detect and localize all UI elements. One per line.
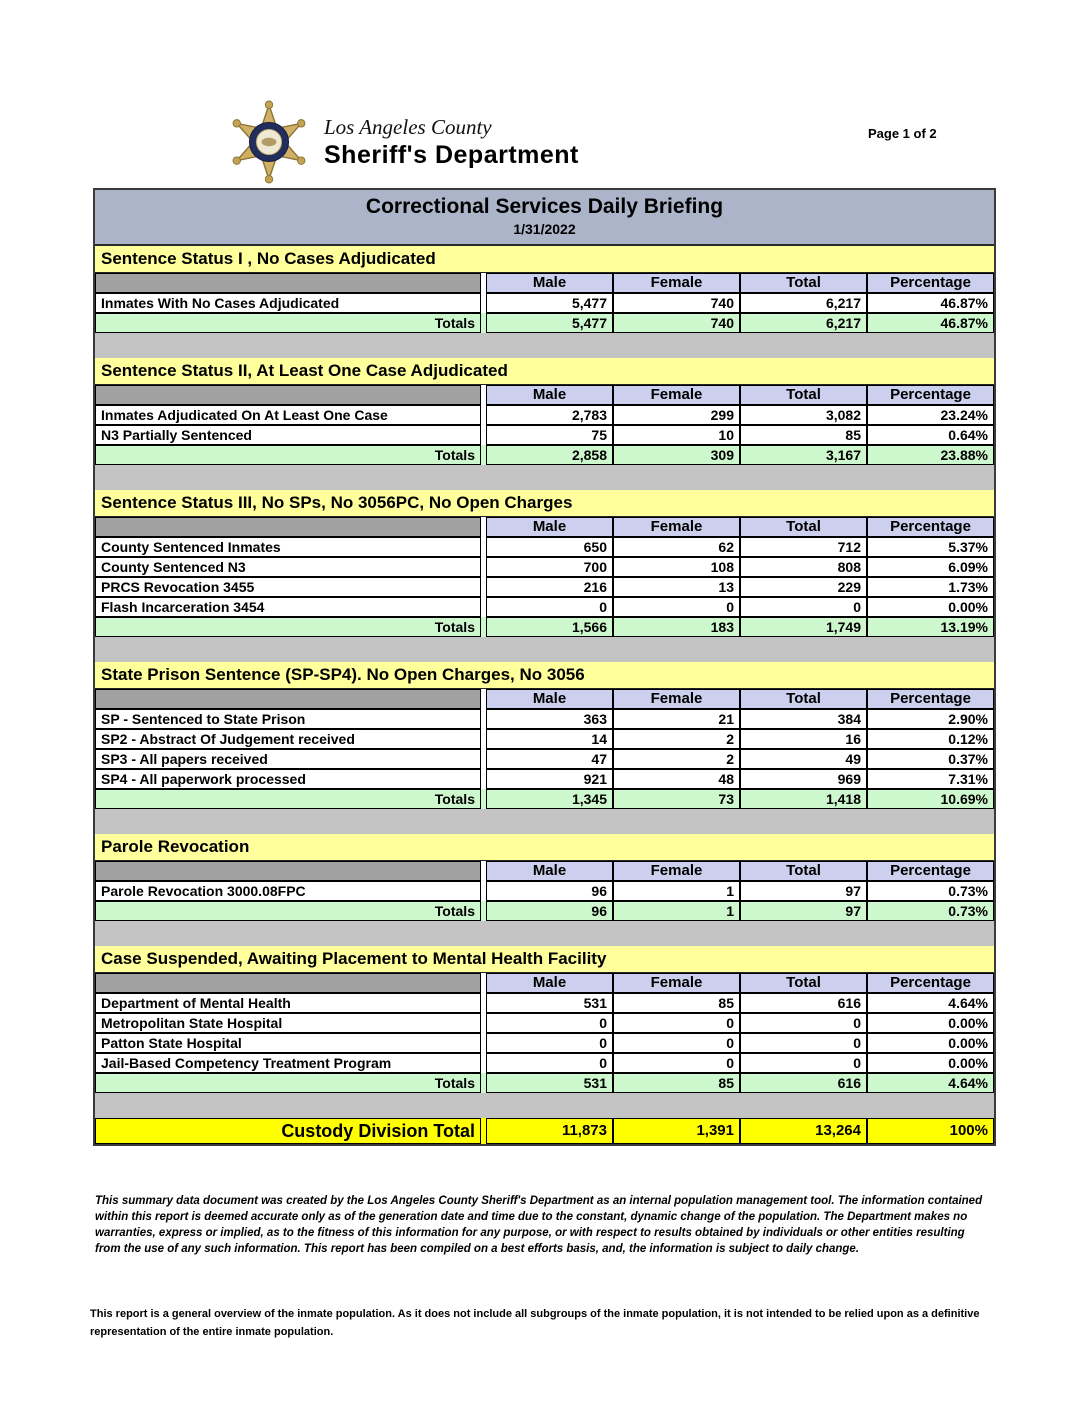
total-value: 6,217 <box>740 293 867 313</box>
data-row <box>95 597 994 617</box>
total-value: 229 <box>740 577 867 597</box>
percentage-value: 0.12% <box>867 729 994 749</box>
percentage-value: 4.64% <box>867 993 994 1013</box>
totals-label: Totals <box>95 445 481 465</box>
row-label: County Sentenced Inmates <box>95 537 481 557</box>
totals-row <box>95 789 994 809</box>
grand-total-male: 11,873 <box>486 1118 613 1144</box>
row-label: Patton State Hospital <box>95 1033 481 1053</box>
male-value: 363 <box>486 709 613 729</box>
total-value: 808 <box>740 557 867 577</box>
column-header-percentage: Percentage <box>867 273 994 293</box>
data-row <box>95 537 994 557</box>
report-section <box>95 662 994 809</box>
totals-male-value: 96 <box>486 901 613 921</box>
totals-male-value: 531 <box>486 1073 613 1093</box>
female-value: 10 <box>613 425 740 445</box>
total-value: 384 <box>740 709 867 729</box>
column-header-row <box>95 689 994 709</box>
male-value: 921 <box>486 769 613 789</box>
data-row <box>95 749 994 769</box>
logo-county-line: Los Angeles County <box>324 114 492 139</box>
total-value: 616 <box>740 993 867 1013</box>
header-spacer-cell <box>95 273 481 293</box>
column-header-percentage: Percentage <box>867 973 994 993</box>
percentage-value: 7.31% <box>867 769 994 789</box>
male-value: 5,477 <box>486 293 613 313</box>
percentage-value: 0.00% <box>867 1033 994 1053</box>
row-label: Inmates With No Cases Adjudicated <box>95 293 481 313</box>
grand-total-total: 13,264 <box>740 1118 867 1144</box>
column-header-row <box>95 273 994 293</box>
female-value: 108 <box>613 557 740 577</box>
total-value: 0 <box>740 1033 867 1053</box>
column-header-female: Female <box>613 385 740 405</box>
grand-total-female: 1,391 <box>613 1118 740 1144</box>
totals-percentage-value: 13.19% <box>867 617 994 637</box>
grand-total-label: Custody Division Total <box>95 1118 481 1144</box>
row-label: Parole Revocation 3000.08FPC <box>95 881 481 901</box>
header-spacer-cell <box>95 385 481 405</box>
percentage-value: 0.00% <box>867 1013 994 1033</box>
report-section <box>95 358 994 465</box>
column-header-male: Male <box>486 517 613 537</box>
column-header-percentage: Percentage <box>867 517 994 537</box>
column-header-male: Male <box>486 861 613 881</box>
column-header-male: Male <box>486 273 613 293</box>
data-row <box>95 557 994 577</box>
grand-total-table <box>95 1118 994 1144</box>
section-title: Sentence Status III, No SPs, No 3056PC, No Open Charges <box>95 490 994 517</box>
totals-percentage-value: 0.73% <box>867 901 994 921</box>
totals-percentage-value: 10.69% <box>867 789 994 809</box>
overview-footnote: This report is a general overview of the inmate population. As it does not include all subgroups of the inmate population, it is not intended to be relied upon as a definitive representation of the entire inmate population. <box>90 1308 980 1338</box>
female-value: 0 <box>613 1053 740 1073</box>
sheriff-logo <box>228 98 579 186</box>
percentage-value: 0.00% <box>867 597 994 617</box>
female-value: 0 <box>613 597 740 617</box>
percentage-value: 2.90% <box>867 709 994 729</box>
column-header-female: Female <box>613 517 740 537</box>
data-row <box>95 729 994 749</box>
percentage-value: 0.73% <box>867 881 994 901</box>
percentage-value: 23.24% <box>867 405 994 425</box>
female-value: 21 <box>613 709 740 729</box>
female-value: 740 <box>613 293 740 313</box>
column-header-female: Female <box>613 973 740 993</box>
section-rows <box>95 993 994 1073</box>
row-label: Inmates Adjudicated On At Least One Case <box>95 405 481 425</box>
male-value: 0 <box>486 1053 613 1073</box>
row-label: Department of Mental Health <box>95 993 481 1013</box>
totals-row <box>95 313 994 333</box>
disclaimer-footnote: This summary data document was created by the Los Angeles County Sheriff's Department as an internal population management tool. The information contained within this report is deemed accurate only as of the generation date and time due to the constant, dynamic change of the population. The Department makes no warranties, express or implied, as to the fitness of this information for any purpose, or with respect to results obtained by individuals or other entities resulting from the use of any such information. This report has been compiled on a best efforts basis, and, the information is subject to daily change. <box>95 1195 983 1255</box>
data-row <box>95 1013 994 1033</box>
percentage-value: 0.00% <box>867 1053 994 1073</box>
column-header-total: Total <box>740 861 867 881</box>
male-value: 75 <box>486 425 613 445</box>
column-header-percentage: Percentage <box>867 385 994 405</box>
total-value: 969 <box>740 769 867 789</box>
report-section <box>95 834 994 921</box>
totals-male-value: 1,566 <box>486 617 613 637</box>
section-table <box>95 385 994 465</box>
female-value: 0 <box>613 1033 740 1053</box>
female-value: 85 <box>613 993 740 1013</box>
female-value: 2 <box>613 729 740 749</box>
total-value: 3,082 <box>740 405 867 425</box>
column-header-row <box>95 385 994 405</box>
total-value: 712 <box>740 537 867 557</box>
page-number-label: Page 1 of 2 <box>868 126 937 141</box>
female-value: 48 <box>613 769 740 789</box>
totals-female-value: 309 <box>613 445 740 465</box>
data-row <box>95 577 994 597</box>
totals-female-value: 183 <box>613 617 740 637</box>
male-value: 0 <box>486 1013 613 1033</box>
header-spacer-cell <box>95 517 481 537</box>
row-label: SP4 - All paperwork processed <box>95 769 481 789</box>
section-rows <box>95 293 994 313</box>
column-header-percentage: Percentage <box>867 861 994 881</box>
data-row <box>95 1053 994 1073</box>
report-section <box>95 490 994 637</box>
totals-total-value: 1,749 <box>740 617 867 637</box>
male-value: 14 <box>486 729 613 749</box>
totals-total-value: 6,217 <box>740 313 867 333</box>
column-header-total: Total <box>740 973 867 993</box>
section-title: Case Suspended, Awaiting Placement to Mental Health Facility <box>95 946 994 973</box>
row-label: N3 Partially Sentenced <box>95 425 481 445</box>
totals-label: Totals <box>95 901 481 921</box>
section-rows <box>95 537 994 617</box>
row-label: SP2 - Abstract Of Judgement received <box>95 729 481 749</box>
row-label: PRCS Revocation 3455 <box>95 577 481 597</box>
totals-total-value: 3,167 <box>740 445 867 465</box>
section-title: Sentence Status I , No Cases Adjudicated <box>95 246 994 273</box>
row-label: SP - Sentenced to State Prison <box>95 709 481 729</box>
column-header-total: Total <box>740 385 867 405</box>
totals-label: Totals <box>95 313 481 333</box>
report-date: 1/31/2022 <box>513 221 576 237</box>
total-value: 49 <box>740 749 867 769</box>
totals-female-value: 85 <box>613 1073 740 1093</box>
female-value: 13 <box>613 577 740 597</box>
logo-text <box>324 115 579 170</box>
column-header-female: Female <box>613 273 740 293</box>
totals-row <box>95 901 994 921</box>
section-title: Parole Revocation <box>95 834 994 861</box>
section-title: State Prison Sentence (SP-SP4). No Open Charges, No 3056 <box>95 662 994 689</box>
custody-division-total-section <box>95 1118 994 1144</box>
total-value: 0 <box>740 1053 867 1073</box>
section-title: Sentence Status II, At Least One Case Adjudicated <box>95 358 994 385</box>
female-value: 1 <box>613 881 740 901</box>
totals-male-value: 5,477 <box>486 313 613 333</box>
row-label: Metropolitan State Hospital <box>95 1013 481 1033</box>
totals-percentage-value: 46.87% <box>867 313 994 333</box>
section-table <box>95 689 994 809</box>
female-value: 299 <box>613 405 740 425</box>
report-title-bar <box>95 190 994 246</box>
section-rows <box>95 881 994 901</box>
totals-row <box>95 617 994 637</box>
totals-row <box>95 1073 994 1093</box>
male-value: 216 <box>486 577 613 597</box>
column-header-percentage: Percentage <box>867 689 994 709</box>
sections <box>95 246 994 1093</box>
totals-row <box>95 445 994 465</box>
data-row <box>95 405 994 425</box>
totals-label: Totals <box>95 1073 481 1093</box>
sheriff-star-badge-icon <box>228 98 310 186</box>
section-rows <box>95 405 994 445</box>
male-value: 47 <box>486 749 613 769</box>
percentage-value: 0.64% <box>867 425 994 445</box>
column-header-row <box>95 973 994 993</box>
totals-label: Totals <box>95 789 481 809</box>
daily-briefing-report <box>93 188 996 1146</box>
report-section <box>95 946 994 1093</box>
section-rows <box>95 709 994 789</box>
column-header-total: Total <box>740 273 867 293</box>
male-value: 96 <box>486 881 613 901</box>
report-title: Correctional Services Daily Briefing <box>365 195 724 218</box>
female-value: 2 <box>613 749 740 769</box>
header-spacer-cell <box>95 689 481 709</box>
male-value: 0 <box>486 1033 613 1053</box>
row-label: SP3 - All papers received <box>95 749 481 769</box>
row-label: County Sentenced N3 <box>95 557 481 577</box>
total-value: 16 <box>740 729 867 749</box>
logo-department-line: Sheriff's Department <box>324 140 579 169</box>
column-header-female: Female <box>613 861 740 881</box>
data-row <box>95 709 994 729</box>
total-value: 85 <box>740 425 867 445</box>
percentage-value: 1.73% <box>867 577 994 597</box>
totals-total-value: 1,418 <box>740 789 867 809</box>
column-header-male: Male <box>486 973 613 993</box>
totals-label: Totals <box>95 617 481 637</box>
section-table <box>95 861 994 921</box>
column-header-row <box>95 517 994 537</box>
total-value: 0 <box>740 1013 867 1033</box>
column-header-total: Total <box>740 517 867 537</box>
percentage-value: 46.87% <box>867 293 994 313</box>
column-header-male: Male <box>486 689 613 709</box>
totals-female-value: 73 <box>613 789 740 809</box>
data-row <box>95 881 994 901</box>
column-header-total: Total <box>740 689 867 709</box>
report-section <box>95 246 994 333</box>
female-value: 62 <box>613 537 740 557</box>
male-value: 531 <box>486 993 613 1013</box>
grand-total-row <box>95 1118 994 1144</box>
total-value: 0 <box>740 597 867 617</box>
header-spacer-cell <box>95 861 481 881</box>
totals-total-value: 97 <box>740 901 867 921</box>
column-header-female: Female <box>613 689 740 709</box>
totals-female-value: 1 <box>613 901 740 921</box>
male-value: 650 <box>486 537 613 557</box>
section-table <box>95 517 994 637</box>
data-row <box>95 1033 994 1053</box>
data-row <box>95 769 994 789</box>
percentage-value: 6.09% <box>867 557 994 577</box>
totals-female-value: 740 <box>613 313 740 333</box>
grand-total-percentage: 100% <box>867 1118 994 1144</box>
total-value: 97 <box>740 881 867 901</box>
column-header-male: Male <box>486 385 613 405</box>
totals-percentage-value: 4.64% <box>867 1073 994 1093</box>
totals-total-value: 616 <box>740 1073 867 1093</box>
totals-percentage-value: 23.88% <box>867 445 994 465</box>
header-spacer-cell <box>95 973 481 993</box>
data-row <box>95 993 994 1013</box>
totals-male-value: 2,858 <box>486 445 613 465</box>
data-row <box>95 425 994 445</box>
percentage-value: 5.37% <box>867 537 994 557</box>
male-value: 700 <box>486 557 613 577</box>
row-label: Flash Incarceration 3454 <box>95 597 481 617</box>
section-table <box>95 273 994 333</box>
column-header-row <box>95 861 994 881</box>
totals-male-value: 1,345 <box>486 789 613 809</box>
female-value: 0 <box>613 1013 740 1033</box>
row-label: Jail-Based Competency Treatment Program <box>95 1053 481 1073</box>
male-value: 2,783 <box>486 405 613 425</box>
data-row <box>95 293 994 313</box>
section-table <box>95 973 994 1093</box>
percentage-value: 0.37% <box>867 749 994 769</box>
male-value: 0 <box>486 597 613 617</box>
